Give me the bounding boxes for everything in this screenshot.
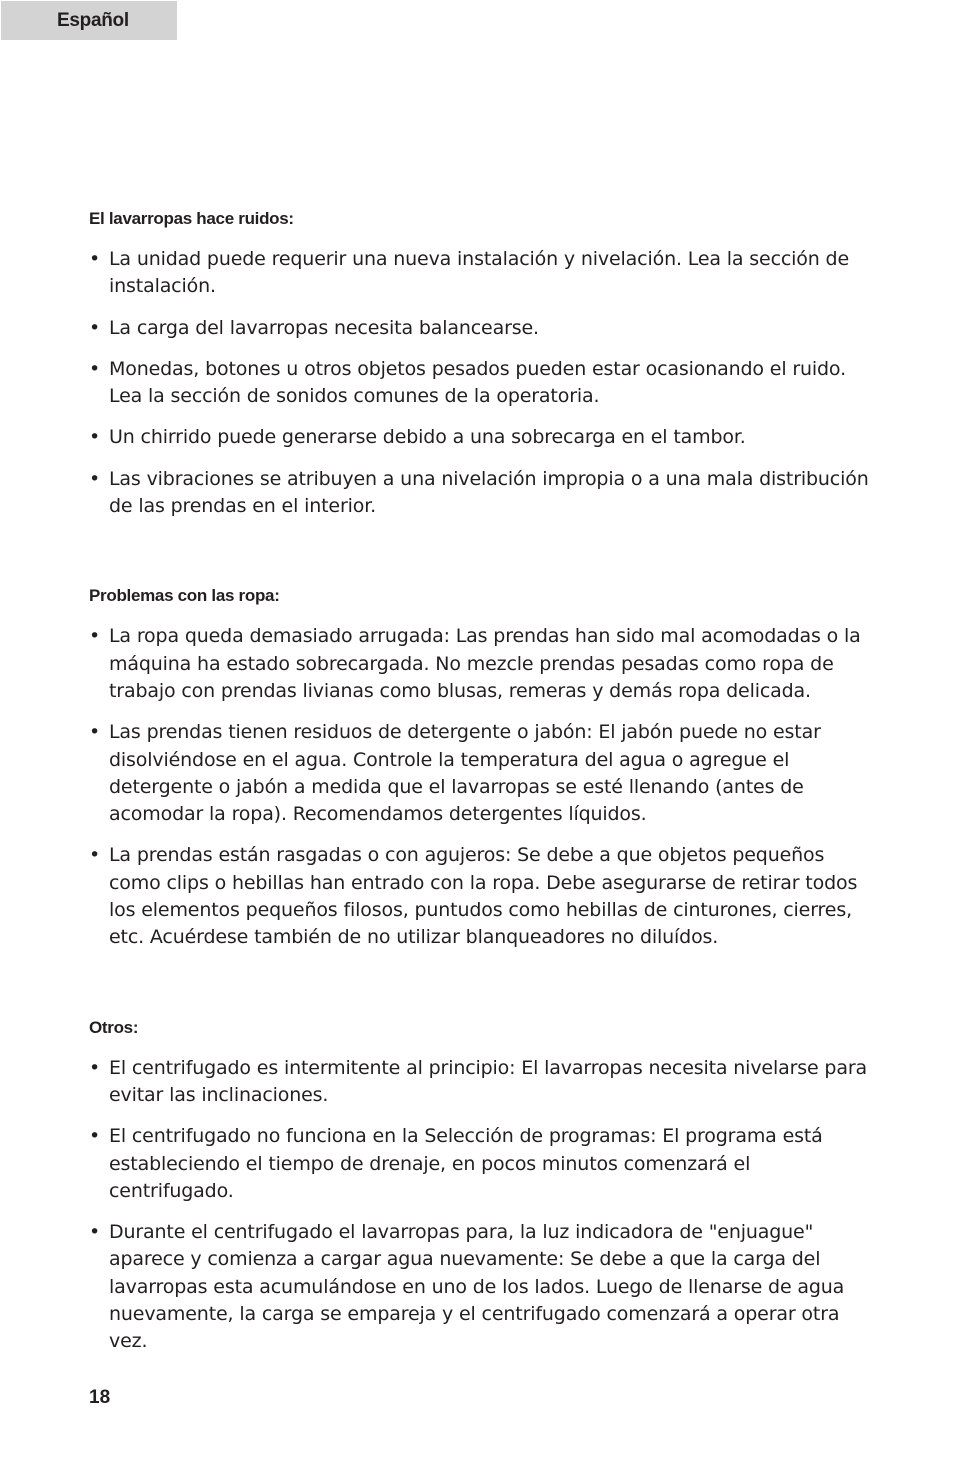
list-item: • La unidad puede requerir una nueva instalación y nivelación. Lea la sección de instalación. xyxy=(89,246,879,301)
list-item: • La carga del lavarropas necesita balancearse. xyxy=(89,315,879,342)
language-tab: Español xyxy=(1,1,177,40)
list-item: • El centrifugado no funciona en la Selección de programas: El programa está estableciendo el tiempo de drenaje, en pocos minutos comenzará el centrifugado. xyxy=(89,1123,879,1205)
bullet-list xyxy=(89,623,879,951)
list-item: • La ropa queda demasiado arrugada: Las prendas han sido mal acomodadas o la máquina ha estado sobrecargada. No mezcle prendas pesadas como ropa de trabajo con prendas livianas como blusas, remeras y demás ropa delicada. xyxy=(89,623,879,705)
bullet-list xyxy=(89,1055,879,1356)
section-heading: El lavarropas hace ruidos: xyxy=(89,209,294,228)
section-heading: Problemas con las ropa: xyxy=(89,586,280,606)
section-others xyxy=(89,1015,879,1356)
list-item: • Las vibraciones se atribuyen a una nivelación impropia o a una mala distribución de las prendas en el interior. xyxy=(89,466,879,521)
list-item: • Durante el centrifugado el lavarropas para, la luz indicadora de "enjuague" aparece y comienza a cargar agua nuevamente: Se debe a que la carga del lavarropas esta acumulándose en uno de los lados. Luego de llenarse de agua nuevamente, la carga se empareja y el centrifugado comenzará a operar otra vez. xyxy=(89,1219,879,1355)
list-item: • La prendas están rasgadas o con agujeros: Se debe a que objetos pequeños como clips o hebillas han entrado con la ropa. Debe asegurarse de retirar todos los elementos pequeños filosos, puntudos como hebillas de cinturones, cierres, etc. Acuérdese también de no utilizar blanqueadores no diluídos. xyxy=(89,842,879,951)
troubleshooting-content xyxy=(89,206,879,1356)
bullet-list xyxy=(89,246,879,520)
page-number: 18 xyxy=(89,1387,111,1408)
section-heading: Otros: xyxy=(89,1017,139,1037)
section-noise xyxy=(89,206,879,520)
section-clothes xyxy=(89,583,879,951)
list-item: • El centrifugado es intermitente al principio: El lavarropas necesita nivelarse para evitar las inclinaciones. xyxy=(89,1055,879,1110)
list-item: • Un chirrido puede generarse debido a una sobrecarga en el tambor. xyxy=(89,424,879,451)
list-item: • Monedas, botones u otros objetos pesados pueden estar ocasionando el ruido. Lea la sección de sonidos comunes de la operatoria. xyxy=(89,356,879,411)
list-item: • Las prendas tienen residuos de detergente o jabón: El jabón puede no estar disolviéndose en el agua. Controle la temperatura del agua o agregue el detergente o jabón a medida que el lavarropas se esté llenando (antes de acomodar la ropa). Recomendamos detergentes líquidos. xyxy=(89,719,879,828)
